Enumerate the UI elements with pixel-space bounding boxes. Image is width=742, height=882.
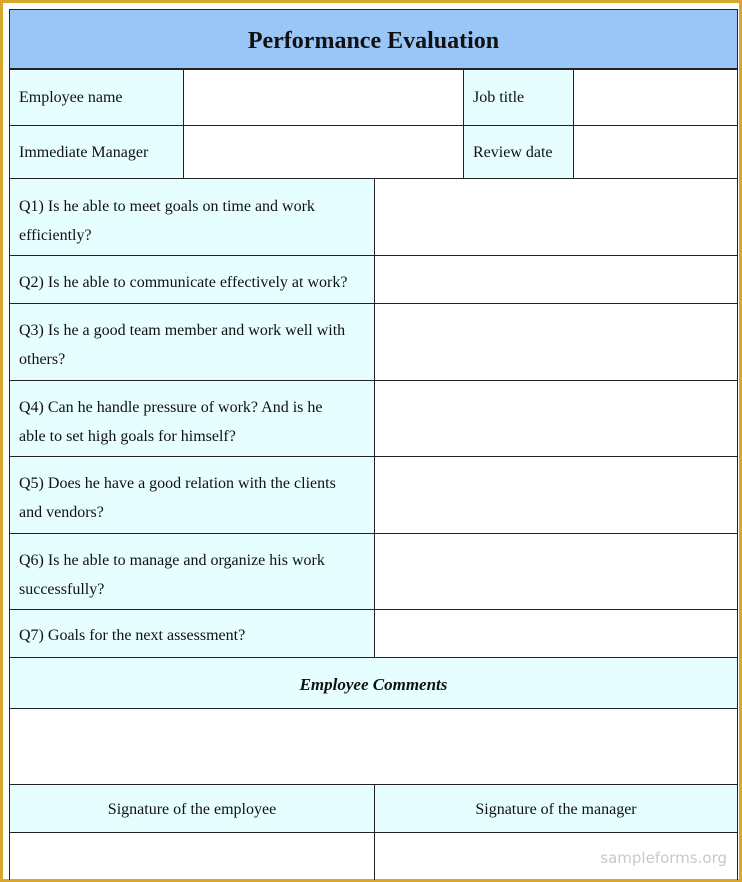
question-label-cell <box>9 609 374 657</box>
employee-name-label: Employee name <box>19 89 123 106</box>
answer-field[interactable] <box>374 456 738 533</box>
question-label-cell <box>9 178 374 255</box>
info-row-manager <box>9 125 738 178</box>
manager-label-cell <box>9 125 183 178</box>
answer-field[interactable] <box>374 178 738 255</box>
question-row <box>9 609 738 657</box>
question-text: Q7) Goals for the next assessment? <box>19 627 246 644</box>
question-text: Q3) Is he a good team member and work well with <box>19 322 346 339</box>
question-row <box>9 380 738 456</box>
answer-field[interactable] <box>374 380 738 456</box>
comments-heading: Employee Comments <box>299 675 448 694</box>
question-text: Q5) Does he have a good relation with the clients <box>19 475 336 492</box>
answer-field[interactable] <box>374 609 738 657</box>
employee-name-label-cell <box>9 69 183 125</box>
job-title-field[interactable] <box>573 69 738 125</box>
answer-field[interactable] <box>374 303 738 380</box>
review-date-label-cell <box>463 125 573 178</box>
question-text: successfully? <box>19 581 105 598</box>
question-label-cell <box>9 456 374 533</box>
signature-manager-label-cell <box>374 784 738 832</box>
job-title-label: Job title <box>473 89 525 106</box>
signature-label-row <box>9 784 738 832</box>
question-text: and vendors? <box>19 504 104 521</box>
question-text: Q2) Is he able to communicate effectively at work? <box>19 274 348 291</box>
question-row <box>9 255 738 303</box>
question-text: able to set high goals for himself? <box>19 428 236 445</box>
employee-name-field[interactable] <box>183 69 463 125</box>
question-label-cell <box>9 380 374 456</box>
info-row-employee <box>9 69 738 125</box>
question-text: others? <box>19 351 66 368</box>
signature-manager-label: Signature of the manager <box>475 801 637 818</box>
question-row <box>9 533 738 609</box>
comments-field[interactable] <box>9 708 738 784</box>
question-label-cell <box>9 303 374 380</box>
review-date-label: Review date <box>473 144 553 161</box>
question-label-cell <box>9 255 374 303</box>
comments-area-row <box>9 708 738 784</box>
comments-heading-row <box>9 657 738 708</box>
question-text: Q6) Is he able to manage and organize his work <box>19 552 325 569</box>
form-title: Performance Evaluation <box>247 28 500 54</box>
question-label-cell <box>9 533 374 609</box>
question-row <box>9 178 738 255</box>
signature-employee-label: Signature of the employee <box>107 801 277 818</box>
comments-heading-cell <box>9 657 738 708</box>
question-text: Q1) Is he able to meet goals on time and work <box>19 198 315 215</box>
manager-label: Immediate Manager <box>19 144 149 161</box>
title-bar <box>9 9 738 69</box>
question-text: Q4) Can he handle pressure of work? And is he <box>19 399 323 416</box>
answer-field[interactable] <box>374 255 738 303</box>
review-date-field[interactable] <box>573 125 738 178</box>
signature-employee-field[interactable] <box>9 832 374 880</box>
manager-field[interactable] <box>183 125 463 178</box>
question-row <box>9 456 738 533</box>
question-text: efficiently? <box>19 227 92 244</box>
signature-employee-label-cell <box>9 784 374 832</box>
answer-field[interactable] <box>374 533 738 609</box>
question-row <box>9 303 738 380</box>
watermark-text: sampleforms.org <box>600 849 727 867</box>
job-title-label-cell <box>463 69 573 125</box>
